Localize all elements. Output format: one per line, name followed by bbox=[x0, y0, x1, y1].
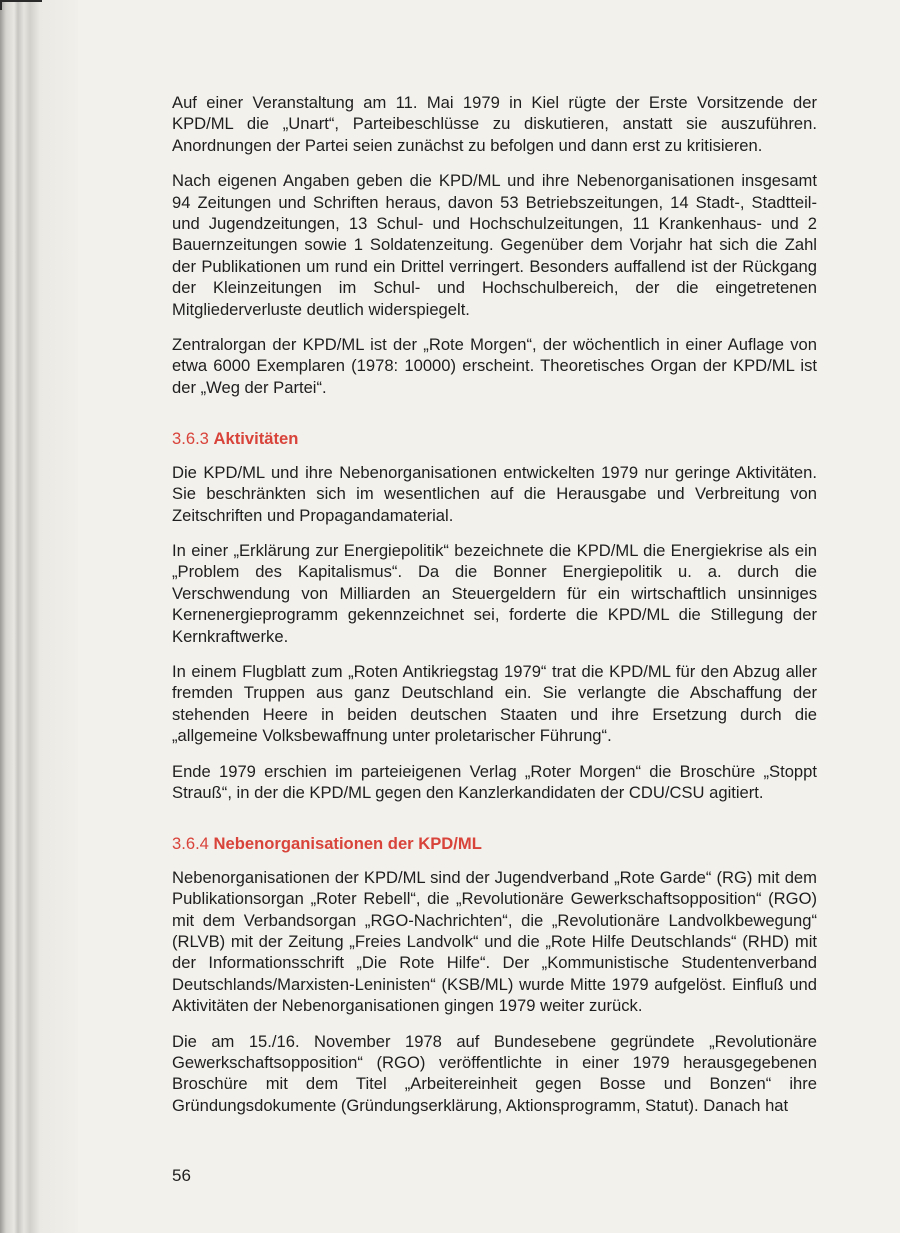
crop-mark bbox=[0, 0, 42, 10]
section-heading-3-6-3 bbox=[172, 428, 817, 449]
paragraph: In einer „Erklärung zur Energiepolitik“ bezeichnete die KPD/ML die Energiekrise als ein „Problem des Kapitalismus“. Da die Bonner Energiepolitik u. a. durch die Verschwendung von Milliarden an Steuergeldern für ein wirtschaftlich unsinniges Kernenergieprogramm gekennzeichnet sei, forderte die KPD/ML die Stillegung der Kernkraftwerke. bbox=[172, 540, 817, 646]
paragraph: Nach eigenen Angaben geben die KPD/ML und ihre Nebenorganisationen insgesamt 94 Zeitungen und Schriften heraus, davon 53 Betriebszeitungen, 14 Stadt-, Stadtteil- und Jugendzeitungen, 13 Schul- und Hochschulzeitungen, 11 Krankenhaus- und 2 Bauernzeitungen sowie 1 Soldatenzeitung. Gegenüber dem Vorjahr hat sich die Zahl der Publikationen um rund ein Drittel verringert. Besonders auffallend ist der Rückgang der Kleinzeitungen im Schul- und Hochschulbereich, der die eingetretenen Mitgliederverluste deutlich widerspiegelt. bbox=[172, 171, 817, 319]
section-number: 3.6.4 bbox=[172, 834, 209, 854]
page-number: 56 bbox=[172, 1166, 191, 1185]
paragraph: Die KPD/ML und ihre Nebenorganisationen entwickelten 1979 nur geringe Aktivitäten. Sie beschränkten sich im wesentlichen auf die Herausgabe und Verbreitung von Zeitschriften und Propagandamaterial. bbox=[172, 462, 817, 525]
paragraph: In einem Flugblatt zum „Roten Antikriegstag 1979“ trat die KPD/ML für den Abzug aller fremden Truppen aus ganz Deutschland ein. Sie verlangte die Abschaffung der stehenden Heere in beiden deutschen Staaten und ihre Ersetzung durch die „allgemeine Volksbewaffnung unter proletarischer Führung“. bbox=[172, 661, 817, 746]
paragraph: Ende 1979 erschien im parteieigenen Verlag „Roter Morgen“ die Broschüre „Stoppt Strauß“, in der die KPD/ML gegen den Kanzlerkandidaten der CDU/CSU agitiert. bbox=[172, 761, 817, 802]
page-edge-binding bbox=[0, 0, 78, 1233]
section-title: Aktivitäten bbox=[213, 429, 299, 449]
section-heading-3-6-4 bbox=[172, 833, 817, 854]
paragraph: Nebenorganisationen der KPD/ML sind der Jugendverband „Rote Garde“ (RG) mit dem Publikationsorgan „Roter Rebell“, die „Revolutionäre Gewerkschaftsopposition“ (RGO) mit dem Verbandsorgan „RGO-Nachrichten“, die „Revolutionäre Landvolkbewegung“ (RLVB) mit der Zeitung „Freies Landvolk“ und die „Rote Hilfe Deutschlands“ (RHD) mit der Informationsschrift „Die Rote Hilfe“. Der „Kommunistische Studentenverband Deutschlands/Marxisten-Leninisten“ (KSB/ML) wurde Mitte 1979 aufgelöst. Einfluß und Aktivitäten der Nebenorganisationen gingen 1979 weiter zurück. bbox=[172, 867, 817, 1016]
section-number: 3.6.3 bbox=[172, 429, 209, 449]
section-title: Nebenorganisationen der KPD/ML bbox=[213, 834, 482, 854]
paragraph: Die am 15./16. November 1978 auf Bundesebene gegründete „Revolutionäre Gewerkschaftsopposition“ (RGO) veröffentlichte in einer 1979 herausgegebenen Broschüre mit dem Titel „Arbeitereinheit gegen Bosse und Bonzen“ ihre Gründungsdokumente (Gründungserklärung, Aktionsprogramm, Statut). Danach hat bbox=[172, 1031, 817, 1115]
document-body bbox=[172, 92, 817, 1130]
paragraph: Zentralorgan der KPD/ML ist der „Rote Morgen“, der wöchentlich in einer Auflage von etwa 6000 Exemplaren (1978: 10000) erscheint. Theoretisches Organ der KPD/ML ist der „Weg der Partei“. bbox=[172, 335, 817, 397]
paragraph: Auf einer Veranstaltung am 11. Mai 1979 in Kiel rügte der Erste Vorsitzende der KPD/ML die „Unart“, Parteibeschlüsse zu diskutieren, anstatt sie auszuführen. Anordnungen der Partei seien zunächst zu befolgen und dann erst zu kritisieren. bbox=[172, 93, 817, 155]
